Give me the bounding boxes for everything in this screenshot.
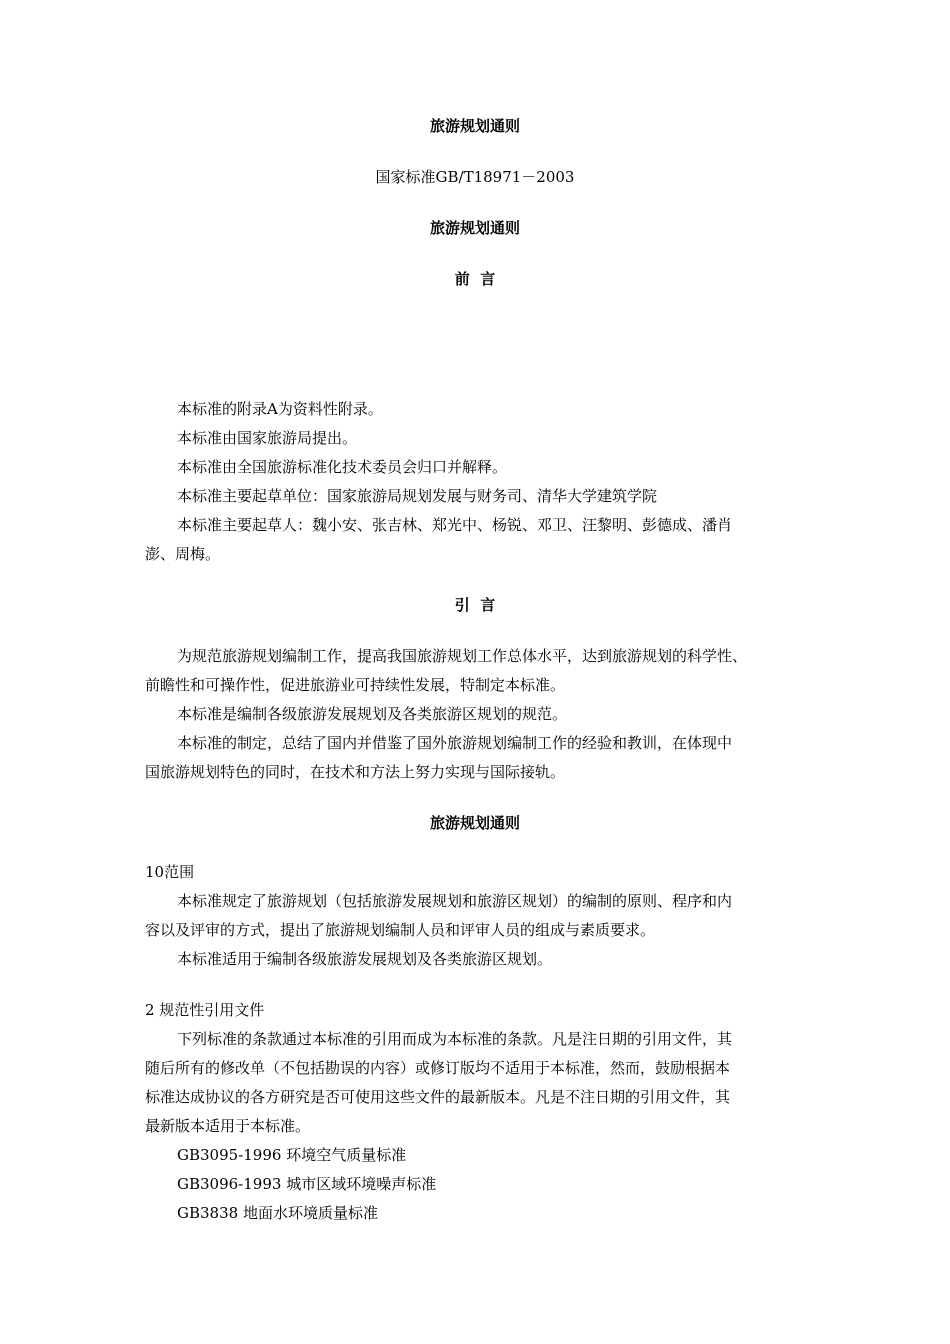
intro-paragraph: 本标准的制定，总结了国内并借鉴了国外旅游规划编制工作的经验和教训，在体现中 <box>177 734 733 752</box>
body-title: 旅游规划通则 <box>429 814 520 832</box>
preface-paragraph: 本标准由国家旅游局提出。 <box>177 429 358 447</box>
standard-number: 国家标准GB/T18971－2003 <box>375 168 575 186</box>
header-title: 旅游规划通则 <box>429 117 520 135</box>
reference-item: GB3096-1993 城市区域环境噪声标准 <box>177 1175 437 1193</box>
section-2-paragraph: 下列标准的条款通过本标准的引用而成为本标准的条款。凡是注日期的引用文件，其 <box>177 1030 733 1048</box>
reference-item: GB3838 地面水环境质量标准 <box>177 1204 378 1222</box>
intro-paragraph-continuation: 国旅游规划特色的同时，在技术和方法上努力实现与国际接轨。 <box>145 763 566 781</box>
section-1-paragraph: 本标准规定了旅游规划（包括旅游发展规划和旅游区规划）的编制的原则、程序和内 <box>177 892 733 910</box>
reference-item: GB3095-1996 环境空气质量标准 <box>177 1146 407 1164</box>
section-2-paragraph-continuation: 标准达成协议的各方研究是否可使用这些文件的最新版本。凡是不注日期的引用文件，其 <box>145 1088 731 1106</box>
preface-paragraph: 本标准主要起草人：魏小安、张吉林、郑光中、杨锐、邓卫、汪黎明、彭德成、潘肖 <box>177 516 733 534</box>
section-1-paragraph-continuation: 容以及评审的方式，提出了旅游规划编制人员和评审人员的组成与素质要求。 <box>145 921 656 939</box>
intro-heading: 引 言 <box>454 596 496 614</box>
section-2-paragraph-continuation: 随后所有的修改单（不包括勘误的内容）或修订版均不适用于本标准，然而，鼓励根据本 <box>145 1059 731 1077</box>
section-1-paragraph: 本标准适用于编制各级旅游发展规划及各类旅游区规划。 <box>177 950 553 968</box>
preface-paragraph: 本标准由全国旅游标准化技术委员会归口并解释。 <box>177 458 508 476</box>
section-2-paragraph-continuation: 最新版本适用于本标准。 <box>145 1117 311 1135</box>
preface-paragraph: 本标准的附录A为资料性附录。 <box>177 400 383 418</box>
section-1-heading: 10范围 <box>145 863 195 881</box>
document-title: 旅游规划通则 <box>429 219 520 237</box>
section-2-heading: 2 规范性引用文件 <box>145 1001 265 1019</box>
preface-paragraph-continuation: 澎、周梅。 <box>145 545 221 563</box>
preface-heading: 前 言 <box>454 270 496 288</box>
intro-paragraph: 为规范旅游规划编制工作，提高我国旅游规划工作总体水平，达到旅游规划的科学性、 <box>177 647 748 665</box>
preface-paragraph: 本标准主要起草单位：国家旅游局规划发展与财务司、清华大学建筑学院 <box>177 487 658 505</box>
intro-paragraph-continuation: 前瞻性和可操作性，促进旅游业可持续性发展，特制定本标准。 <box>145 676 566 694</box>
intro-paragraph: 本标准是编制各级旅游发展规划及各类旅游区规划的规范。 <box>177 705 568 723</box>
